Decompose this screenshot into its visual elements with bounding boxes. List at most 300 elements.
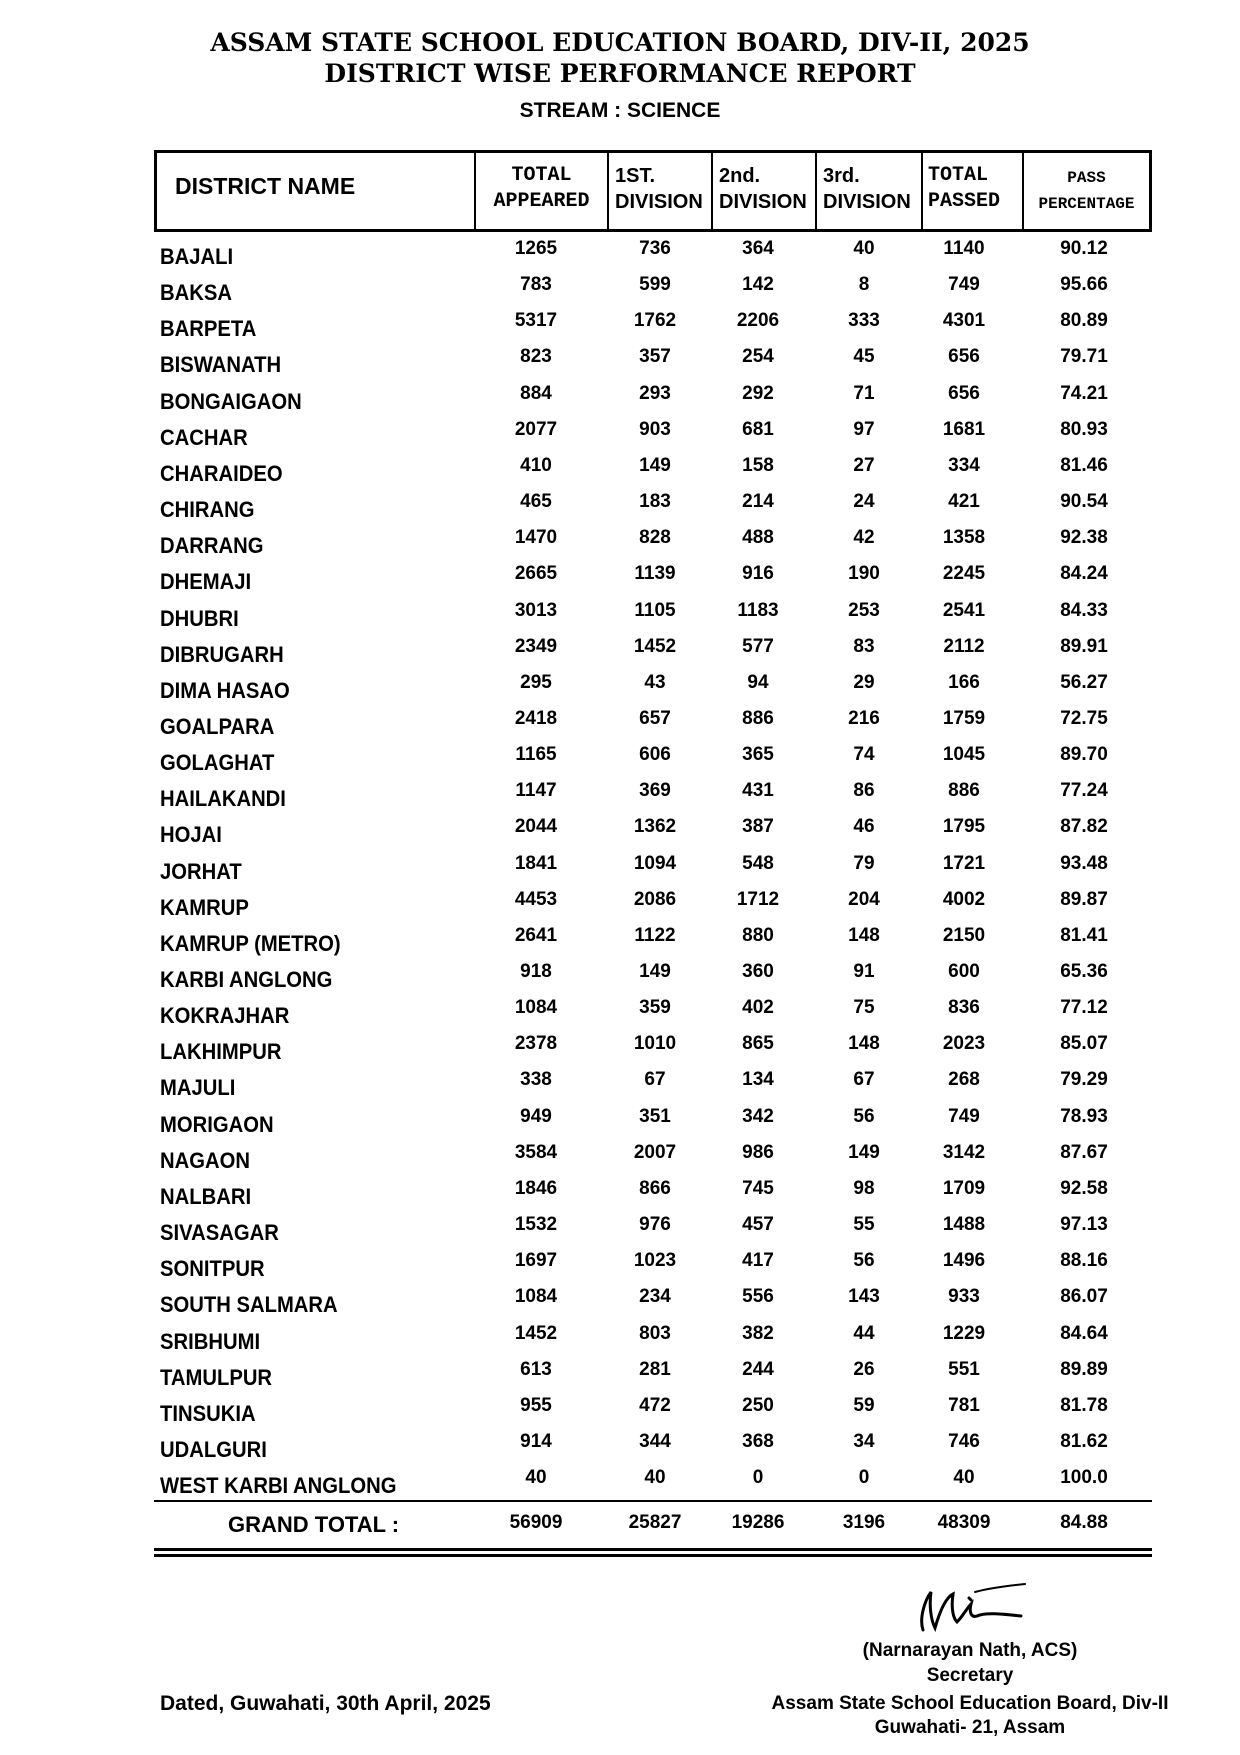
first-division-value: 1122 — [634, 924, 676, 946]
second-division-value: 681 — [742, 418, 774, 440]
pass-percentage-value: 81.46 — [1060, 454, 1108, 476]
total-passed-value: 1496 — [942, 1250, 986, 1272]
total-passed-value: 600 — [948, 961, 980, 982]
table-row — [154, 1033, 1152, 1069]
total-passed-value: 3142 — [942, 1141, 986, 1163]
pass-percentage-value: 88.16 — [1060, 1250, 1108, 1272]
total-passed-value: 4301 — [942, 310, 986, 332]
second-division-value: 488 — [742, 527, 774, 549]
table-row — [154, 816, 1152, 852]
first-division-value: 599 — [639, 274, 671, 296]
second-division-value: 382 — [742, 1322, 774, 1344]
header-passed-line1: TOTAL — [928, 164, 989, 187]
district-name: BISWANATH — [160, 352, 282, 378]
district-name: UDALGURI — [160, 1436, 267, 1462]
pass-percentage-value: 85.07 — [1060, 1033, 1108, 1055]
pass-percentage-value: 80.89 — [1060, 310, 1108, 332]
total-passed-value: 656 — [948, 346, 980, 368]
table-row — [154, 346, 1152, 382]
total-appeared-value: 1532 — [514, 1214, 558, 1236]
second-division-value: 1183 — [737, 599, 779, 621]
table-row — [154, 1250, 1152, 1286]
third-division-value: 44 — [853, 1322, 875, 1344]
total-passed-value: 746 — [948, 1430, 980, 1452]
first-division-value: 1139 — [634, 563, 676, 585]
table-row — [154, 238, 1152, 274]
table-row — [154, 1395, 1152, 1431]
second-division-value: 292 — [742, 382, 774, 404]
total-appeared-value: 823 — [520, 346, 552, 368]
total-passed-value: 551 — [948, 1358, 980, 1380]
third-division-value: 143 — [848, 1286, 880, 1308]
district-name: MORIGAON — [160, 1111, 274, 1137]
third-division-value: 26 — [853, 1358, 875, 1380]
table-row — [154, 1106, 1152, 1142]
second-division-value: 886 — [742, 707, 774, 729]
signatory-designation: Secretary — [926, 1665, 1014, 1686]
total-appeared-value: 1846 — [514, 1177, 558, 1199]
total-appeared-value: 2641 — [514, 924, 558, 946]
third-division-value: 86 — [853, 780, 875, 802]
table-row — [154, 1286, 1152, 1322]
table-row — [154, 853, 1152, 889]
pass-percentage-value: 95.66 — [1060, 274, 1108, 296]
total-appeared-value: 3013 — [514, 599, 558, 621]
total-appeared-value: 3584 — [514, 1141, 558, 1163]
table-row — [154, 1467, 1152, 1503]
total-passed-value: 1488 — [942, 1214, 986, 1236]
third-division-value: 148 — [848, 924, 880, 946]
second-division-value: 364 — [742, 238, 774, 259]
total-bottom-rule — [154, 1548, 1152, 1551]
second-division-value: 368 — [742, 1430, 774, 1452]
third-division-value: 74 — [853, 744, 875, 766]
total-appeared-value: 1697 — [514, 1250, 558, 1272]
third-division-value: 40 — [853, 238, 875, 259]
second-division-value: 365 — [742, 744, 774, 766]
first-division-value: 1362 — [633, 816, 677, 838]
first-division-value: 281 — [639, 1358, 671, 1380]
second-division-value: 142 — [742, 274, 774, 296]
header-appeared-line1: TOTAL — [511, 164, 572, 187]
first-division-value: 1762 — [633, 310, 677, 332]
total-passed-value: 1229 — [942, 1322, 986, 1344]
first-division-value: 803 — [639, 1322, 671, 1344]
first-division-value: 903 — [639, 418, 671, 440]
first-division-value: 357 — [639, 346, 671, 368]
total-appeared-value: 949 — [520, 1105, 552, 1127]
first-division-value: 2086 — [633, 888, 677, 910]
table-row — [154, 310, 1152, 346]
pass-percentage-value: 84.33 — [1060, 599, 1108, 621]
second-division-value: 577 — [742, 635, 774, 657]
table-row — [154, 672, 1152, 708]
pass-percentage-value: 78.93 — [1060, 1105, 1108, 1127]
grand-total-third: 3196 — [842, 1512, 886, 1533]
header-third-line1: 3rd. — [823, 165, 860, 187]
third-division-value: 56 — [853, 1105, 875, 1127]
table-row — [154, 997, 1152, 1033]
pass-percentage-value: 89.91 — [1060, 635, 1108, 657]
pass-percentage-value: 87.67 — [1060, 1141, 1108, 1163]
district-name: BARPETA — [160, 316, 257, 342]
third-division-value: 55 — [853, 1214, 875, 1236]
district-name: HOJAI — [160, 822, 222, 848]
district-name: DHEMAJI — [160, 569, 252, 595]
second-division-value: 548 — [742, 852, 774, 874]
district-name: TINSUKIA — [160, 1400, 256, 1426]
third-division-value: 97 — [853, 418, 875, 440]
district-name: CACHAR — [160, 424, 248, 450]
third-division-value: 79 — [853, 852, 875, 874]
total-appeared-value: 1841 — [514, 852, 558, 874]
table-row — [154, 744, 1152, 780]
third-division-value: 148 — [848, 1033, 880, 1055]
table-row — [154, 1359, 1152, 1395]
table-row — [154, 889, 1152, 925]
second-division-value: 254 — [742, 346, 774, 368]
pass-percentage-value: 100.0 — [1060, 1467, 1108, 1489]
total-passed-value: 749 — [948, 1105, 980, 1127]
district-name: DIMA HASAO — [160, 677, 290, 703]
third-division-value: 29 — [853, 671, 875, 693]
total-appeared-value: 4453 — [514, 888, 558, 910]
total-passed-value: 2023 — [942, 1033, 986, 1055]
second-division-value: 134 — [742, 1069, 774, 1091]
pass-percentage-value: 90.54 — [1060, 491, 1108, 513]
district-name: SOUTH SALMARA — [160, 1292, 338, 1318]
first-division-value: 828 — [639, 527, 671, 549]
first-division-value: 351 — [639, 1105, 671, 1127]
total-passed-value: 1358 — [942, 527, 986, 549]
second-division-value: 1712 — [736, 888, 780, 910]
district-name: DARRANG — [160, 533, 264, 559]
header-district-name — [157, 153, 474, 229]
pass-percentage-value: 92.38 — [1060, 527, 1108, 549]
total-passed-value: 334 — [948, 454, 980, 476]
pass-percentage-value: 84.64 — [1060, 1322, 1108, 1344]
total-appeared-value: 5317 — [514, 310, 558, 332]
district-name: TAMULPUR — [160, 1364, 273, 1390]
first-division-value: 67 — [644, 1069, 666, 1091]
table-row — [154, 1323, 1152, 1359]
second-division-value: 745 — [742, 1177, 774, 1199]
district-name: GOALPARA — [160, 713, 275, 739]
table-row — [154, 708, 1152, 744]
third-division-value: 24 — [853, 491, 875, 513]
header-total-passed — [921, 153, 1022, 229]
table-row — [154, 527, 1152, 563]
first-division-value: 1094 — [633, 852, 677, 874]
district-name: HAILAKANDI — [160, 786, 286, 812]
header-second-line2: DIVISION — [719, 191, 807, 213]
first-division-value: 359 — [639, 997, 671, 1019]
first-division-value: 293 — [639, 382, 671, 404]
second-division-value: 158 — [742, 454, 774, 476]
first-division-value: 369 — [639, 780, 671, 802]
third-division-value: 204 — [848, 888, 880, 910]
third-division-value: 0 — [858, 1467, 870, 1489]
total-appeared-value: 1265 — [514, 238, 558, 259]
district-name: SIVASAGAR — [160, 1220, 279, 1246]
total-appeared-value: 1470 — [514, 527, 558, 549]
total-passed-value: 2541 — [942, 599, 986, 621]
total-passed-value: 656 — [948, 382, 980, 404]
third-division-value: 91 — [853, 961, 875, 982]
header-district-label: DISTRICT NAME — [175, 173, 356, 199]
second-division-value: 916 — [742, 563, 774, 585]
third-division-value: 253 — [848, 599, 880, 621]
second-division-value: 880 — [742, 924, 774, 946]
total-passed-value: 2245 — [942, 563, 986, 585]
third-division-value: 42 — [853, 527, 875, 549]
total-passed-value: 933 — [948, 1286, 980, 1308]
third-division-value: 56 — [853, 1250, 875, 1272]
total-appeared-value: 914 — [520, 1430, 552, 1452]
total-appeared-value: 1452 — [514, 1322, 558, 1344]
signatory-name: (Narnarayan Nath, ACS) — [862, 1640, 1078, 1661]
pass-percentage-value: 89.87 — [1060, 888, 1108, 910]
first-division-value: 866 — [639, 1177, 671, 1199]
district-name: CHIRANG — [160, 497, 255, 523]
total-appeared-value: 955 — [520, 1394, 552, 1416]
third-division-value: 59 — [853, 1394, 875, 1416]
pass-percentage-value: 86.07 — [1060, 1286, 1108, 1308]
total-appeared-value: 338 — [520, 1069, 552, 1091]
header-total-appeared — [474, 153, 607, 229]
district-name: NALBARI — [160, 1183, 252, 1209]
total-appeared-value: 2665 — [514, 563, 558, 585]
district-name: BAKSA — [160, 280, 232, 306]
table-header — [154, 150, 1152, 232]
total-appeared-value: 40 — [525, 1467, 547, 1489]
stream-label: STREAM : SCIENCE — [519, 99, 721, 122]
table-row — [154, 419, 1152, 455]
total-appeared-value: 1165 — [515, 744, 557, 766]
total-passed-value: 166 — [948, 671, 980, 693]
total-passed-value: 1795 — [942, 816, 986, 838]
first-division-value: 1023 — [633, 1250, 677, 1272]
table-row — [154, 563, 1152, 599]
pass-percentage-value: 81.41 — [1060, 924, 1108, 946]
total-passed-value: 1045 — [942, 744, 986, 766]
pass-percentage-value: 93.48 — [1060, 852, 1108, 874]
second-division-value: 457 — [742, 1214, 774, 1236]
first-division-value: 1105 — [634, 599, 676, 621]
total-appeared-value: 1147 — [515, 780, 557, 802]
third-division-value: 190 — [848, 563, 880, 585]
first-division-value: 657 — [639, 707, 671, 729]
first-division-value: 149 — [639, 454, 671, 476]
pass-percentage-value: 65.36 — [1060, 961, 1108, 982]
total-passed-value: 1709 — [942, 1177, 986, 1199]
table-row — [154, 780, 1152, 816]
header-first-line1: 1ST. — [615, 165, 656, 187]
total-passed-value: 1721 — [942, 852, 986, 874]
total-passed-value: 886 — [948, 780, 980, 802]
third-division-value: 333 — [848, 310, 880, 332]
table-row — [154, 636, 1152, 672]
first-division-value: 183 — [639, 491, 671, 513]
third-division-value: 71 — [853, 382, 875, 404]
second-division-value: 360 — [742, 961, 774, 982]
district-name: WEST KARBI ANGLONG — [160, 1473, 397, 1499]
header-third-line2: DIVISION — [823, 191, 911, 213]
header-first-line2: DIVISION — [615, 191, 703, 213]
pass-percentage-value: 72.75 — [1060, 707, 1108, 729]
second-division-value: 387 — [742, 816, 774, 838]
grand-total-appeared: 56909 — [509, 1512, 563, 1533]
table-row — [154, 383, 1152, 419]
report-subtitle: DISTRICT WISE PERFORMANCE REPORT — [324, 59, 916, 88]
pass-percentage-value: 97.13 — [1060, 1214, 1108, 1236]
header-appeared-line2: APPEARED — [493, 190, 590, 213]
total-passed-value: 4002 — [942, 888, 986, 910]
second-division-value: 865 — [742, 1033, 774, 1055]
table-row — [154, 961, 1152, 997]
first-division-value: 472 — [639, 1394, 671, 1416]
pass-percentage-value: 80.93 — [1060, 418, 1108, 440]
pass-percentage-value: 89.89 — [1060, 1358, 1108, 1380]
district-name: DIBRUGARH — [160, 641, 284, 667]
district-name: SRIBHUMI — [160, 1328, 261, 1354]
total-appeared-value: 2418 — [514, 707, 558, 729]
third-division-value: 149 — [848, 1141, 880, 1163]
district-name: KARBI ANGLONG — [160, 967, 333, 992]
third-division-value: 27 — [853, 454, 875, 476]
second-division-value: 214 — [742, 491, 774, 513]
grand-total-percentage: 84.88 — [1060, 1512, 1108, 1533]
total-passed-value: 836 — [948, 997, 980, 1019]
table-row — [154, 1214, 1152, 1250]
total-passed-value: 1759 — [942, 707, 986, 729]
second-division-value: 556 — [742, 1286, 774, 1308]
header-second-line1: 2nd. — [719, 165, 761, 187]
first-division-value: 2007 — [633, 1141, 677, 1163]
table-row — [154, 455, 1152, 491]
second-division-value: 94 — [747, 671, 769, 693]
signature-image — [905, 1578, 1035, 1638]
total-appeared-value: 918 — [520, 961, 552, 982]
first-division-value: 344 — [639, 1430, 671, 1452]
third-division-value: 8 — [858, 274, 870, 296]
grand-total-passed: 48309 — [937, 1512, 991, 1533]
total-passed-value: 40 — [953, 1467, 975, 1489]
table-row — [154, 1142, 1152, 1178]
total-passed-value: 749 — [948, 274, 980, 296]
header-pct-line1: PASS — [1067, 169, 1106, 187]
district-name: NAGAON — [160, 1147, 250, 1173]
pass-percentage-value: 77.12 — [1060, 997, 1108, 1019]
second-division-value: 244 — [742, 1358, 774, 1380]
total-passed-value: 781 — [948, 1394, 980, 1416]
second-division-value: 417 — [742, 1250, 774, 1272]
total-appeared-value: 1084 — [514, 997, 558, 1019]
pass-percentage-value: 74.21 — [1060, 382, 1108, 404]
pass-percentage-value: 84.24 — [1060, 563, 1108, 585]
report-title: ASSAM STATE SCHOOL EDUCATION BOARD, DIV-II, 2025 — [210, 28, 1030, 57]
total-appeared-value: 2077 — [514, 418, 558, 440]
third-division-value: 216 — [848, 707, 880, 729]
total-appeared-value: 783 — [520, 274, 552, 296]
first-division-value: 40 — [644, 1467, 666, 1489]
header-third-division — [815, 153, 921, 229]
total-appeared-value: 613 — [520, 1358, 552, 1380]
grand-total-second: 19286 — [731, 1512, 785, 1533]
second-division-value: 431 — [742, 780, 774, 802]
total-appeared-value: 295 — [520, 671, 552, 693]
second-division-value: 402 — [742, 997, 774, 1019]
total-appeared-value: 884 — [520, 382, 552, 404]
total-passed-value: 268 — [948, 1069, 980, 1091]
third-division-value: 67 — [853, 1069, 875, 1091]
first-division-value: 736 — [639, 238, 671, 259]
pass-percentage-value: 79.29 — [1060, 1069, 1108, 1091]
district-name: KAMRUP — [160, 894, 249, 920]
signatory-office: Assam State School Education Board, Div-II — [771, 1693, 1169, 1714]
dated-line: Dated, Guwahati, 30th April, 2025 — [160, 1692, 491, 1715]
header-passed-line2: PASSED — [928, 190, 1001, 213]
table-row — [154, 1178, 1152, 1214]
district-name: BONGAIGAON — [160, 388, 302, 414]
district-name: DHUBRI — [160, 605, 239, 631]
grand-total-row — [154, 1508, 1152, 1544]
total-passed-value: 2150 — [942, 924, 986, 946]
header-pct-line2: PERCENTAGE — [1038, 195, 1135, 213]
table-row — [154, 274, 1152, 310]
third-division-value: 34 — [853, 1430, 875, 1452]
pass-percentage-value: 89.70 — [1060, 744, 1108, 766]
second-division-value: 342 — [742, 1105, 774, 1127]
first-division-value: 1010 — [633, 1033, 677, 1055]
header-first-division — [607, 153, 711, 229]
district-name: CHARAIDEO — [160, 460, 283, 486]
second-division-value: 0 — [752, 1467, 764, 1489]
first-division-value: 976 — [639, 1214, 671, 1236]
total-appeared-value: 1084 — [514, 1286, 558, 1308]
total-passed-value: 1140 — [943, 238, 985, 259]
district-name: JORHAT — [160, 858, 242, 884]
pass-percentage-value: 87.82 — [1060, 816, 1108, 838]
district-name: MAJULI — [160, 1075, 236, 1101]
first-division-value: 1452 — [633, 635, 677, 657]
pass-percentage-value: 56.27 — [1060, 671, 1108, 693]
second-division-value: 250 — [742, 1394, 774, 1416]
third-division-value: 46 — [853, 816, 875, 838]
district-name: LAKHIMPUR — [160, 1039, 282, 1065]
total-bottom-rule-double — [154, 1554, 1152, 1557]
total-passed-value: 421 — [948, 491, 980, 513]
total-appeared-value: 410 — [520, 454, 552, 476]
table-row — [154, 925, 1152, 961]
district-name: SONITPUR — [160, 1256, 265, 1282]
first-division-value: 606 — [639, 744, 671, 766]
second-division-value: 2206 — [736, 310, 780, 332]
first-division-value: 234 — [639, 1286, 671, 1308]
total-passed-value: 1681 — [942, 418, 986, 440]
pass-percentage-value: 77.24 — [1060, 780, 1108, 802]
third-division-value: 98 — [853, 1177, 875, 1199]
total-appeared-value: 2349 — [514, 635, 558, 657]
third-division-value: 83 — [853, 635, 875, 657]
table-row — [154, 1431, 1152, 1467]
first-division-value: 43 — [644, 671, 666, 693]
table-row — [154, 1069, 1152, 1105]
total-passed-value: 2112 — [943, 635, 985, 657]
first-division-value: 149 — [639, 961, 671, 982]
district-name: KAMRUP (METRO) — [160, 930, 341, 956]
district-name: BAJALI — [160, 244, 234, 269]
